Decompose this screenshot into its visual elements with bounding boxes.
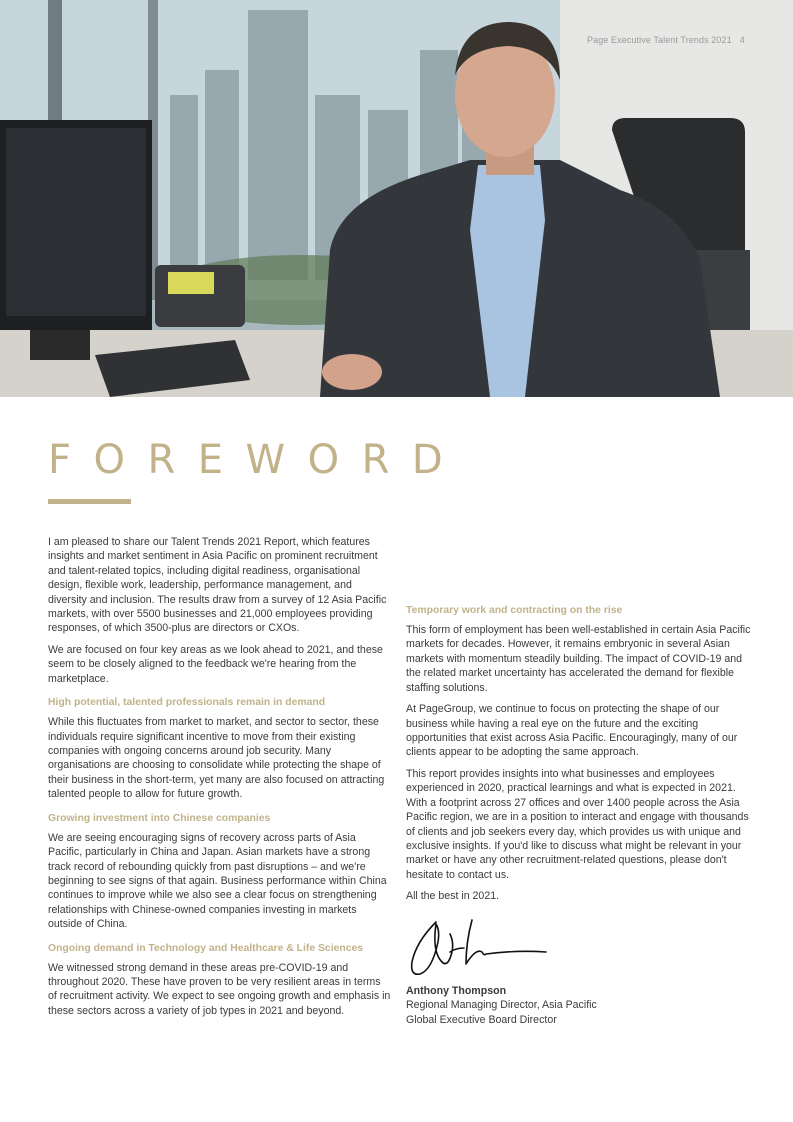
page-title: FOREWORD <box>48 437 466 483</box>
closing-paragraph-3: All the best in 2021. <box>406 890 500 903</box>
signer-role-1: Regional Managing Director, Asia Pacific <box>406 999 597 1012</box>
intro-paragraph-2: We are focused on four key areas as we look ahead to 2021, and these seem to be closely aligned to the feedback we're hearing from the marketplace. <box>48 644 383 685</box>
section-heading-temporary-work: Temporary work and contracting on the rise <box>406 605 623 616</box>
section-heading-talent: High potential, talented professionals remain in demand <box>48 697 326 709</box>
closing-paragraph-2: This report provides insights into what businesses and employees experienced in 2020, practical learnings and what is expected in 2021. With a footprint across 27 offices and over 1400 people across the Asia Pacific region, we are in a position to interact and engage with thousands of clients and job seekers every day, which provides us with unique and exclusive insights. If you'd like to discuss what might be relevant in your market or have any other recruitment-related questions, please don't hesitate to contact us. <box>406 768 749 881</box>
signature-image <box>406 912 556 982</box>
signer-name: Anthony Thompson <box>406 984 507 997</box>
section-body-technology: We witnessed strong demand in these areas pre-COVID-19 and throughout 2020. These have proven to be very resilient areas in terms of recruitment activity. We expect to see ongoing growth and emphasis in these sectors across a variety of job types in 2021 and beyond. <box>48 961 391 1017</box>
hero-illustration <box>0 0 793 397</box>
section-body-talent: While this fluctuates from market to market, and sector to sector, these individuals require significant incentive to move from their existing companies with ongoing concerns around job security. Many organisations are choosing to consolidate while protecting the shape of their business in the short-term, yet many are also focused on attracting talented people to allow for future growth. <box>48 716 385 801</box>
title-underline <box>48 499 131 504</box>
section-heading-technology: Ongoing demand in Technology and Healthcare & Life Sciences <box>48 942 364 954</box>
report-title: Page Executive Talent Trends 2021 <box>587 35 732 45</box>
intro-paragraph-1: I am pleased to share our Talent Trends 2021 Report, which features insights and market sentiment in Asia Pacific on prominent recruitment and talent-related topics, including digital readiness, organisational design, flexible work, leadership, performance management, and diversity and inclusion. The results draw from a survey of 12 Asia Pacific markets, with over 5500 businesses and 21,000 employees providing responses, of which 3500-plus are directors or CXOs. <box>48 536 387 635</box>
signature-block <box>406 912 751 1027</box>
right-column <box>406 535 751 1027</box>
section-heading-china: Growing investment into Chinese companies <box>48 812 271 824</box>
running-header <box>587 35 745 45</box>
closing-paragraph-1: At PageGroup, we continue to focus on protecting the shape of our business while having a real eye on the future and the exciting opportunities that exist across Asia Pacific. Encouragingly, many of our clients appear to be adopting the same approach. <box>406 703 738 759</box>
hero-photo <box>0 0 793 397</box>
left-column <box>48 535 391 1025</box>
signer-role-2: Global Executive Board Director <box>406 1013 557 1026</box>
page-number: 4 <box>739 35 745 45</box>
section-body-china: We are seeing encouraging signs of recovery across parts of Asia Pacific, particularly in China and Japan. Asian markets have a strong track record of rebounding quickly from past disruptions – and we're beginning to see signs of that again. Business performance within China continues to improve while we also see a clear focus on strengthening relationships with Chinese-owned companies investing in markets outside of China. <box>48 831 387 931</box>
section-body-temporary-work: This form of employment has been well-established in certain Asia Pacific markets for decades. However, it remains embryonic in several Asian markets with momentum steadily building. The impact of COVID-19 and the related market uncertainty has accelerated the demand for flexible staffing solutions. <box>406 624 751 694</box>
